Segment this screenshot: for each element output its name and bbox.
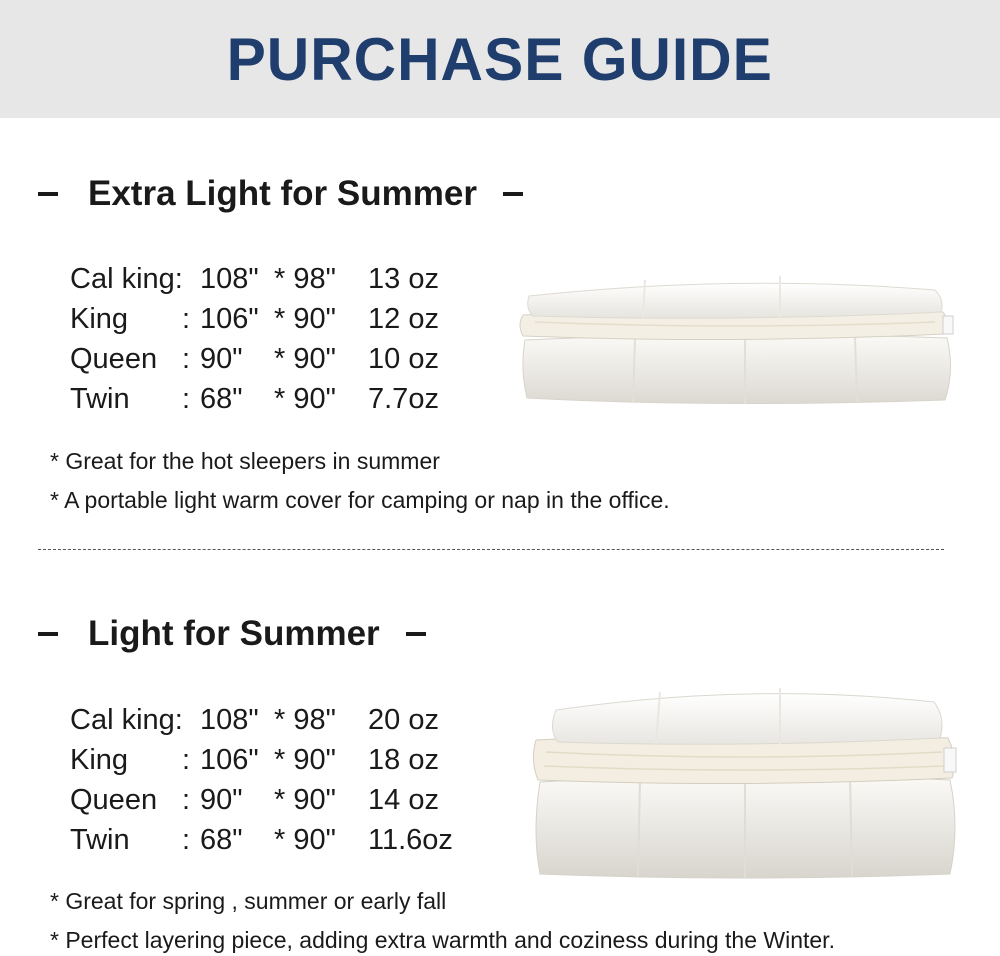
size-length: 108" [200,263,259,295]
size-width: * 90" [274,744,336,776]
header-banner [0,0,1000,118]
size-weight: 7.7oz [368,383,439,415]
size-colon [182,259,200,299]
dash-left [38,192,58,196]
size-name: Queen [70,784,158,816]
size-name: Queen [70,343,158,375]
size-width: * 90" [274,303,336,335]
note-layering: * Perfect layering piece, adding extra warmth and coziness during the Winter. [50,927,835,953]
size-colon: : [182,784,191,816]
size-name: King [70,744,129,776]
size-row [70,780,468,820]
size-name: Cal king: [70,704,183,736]
section-heading-text: Light for Summer [88,614,380,653]
size-weight: 10 oz [368,343,439,375]
size-name: Cal king: [70,263,183,295]
size-name: Twin [70,383,130,415]
size-row [70,339,468,379]
size-colon: : [182,303,191,335]
size-weight: 20 oz [368,704,439,736]
size-width: * 98" [274,704,336,736]
size-colon [182,700,200,740]
size-name: Twin [70,824,130,856]
section-heading-extra-light [38,174,523,214]
note-spring-summer: * Great for spring , summer or early fall [50,888,447,914]
size-colon: : [182,383,191,415]
dashed-divider [38,549,944,550]
page-title: PURCHASE GUIDE [226,25,774,93]
section-heading-text: Extra Light for Summer [88,174,477,213]
size-width: * 90" [274,784,336,816]
size-weight: 13 oz [368,263,439,295]
size-colon: : [182,744,191,776]
section-heading-light [38,614,426,654]
size-row [70,379,468,419]
size-weight: 18 oz [368,744,439,776]
size-row [70,259,468,299]
dash-right [406,632,426,636]
size-width: * 90" [274,343,336,375]
size-weight: 14 oz [368,784,439,816]
size-weight: 12 oz [368,303,439,335]
size-length: 68" [200,383,243,415]
size-row [70,700,468,740]
size-row [70,740,468,780]
size-width: * 90" [274,824,336,856]
size-length: 68" [200,824,243,856]
size-table-extra-light [70,259,468,419]
dash-right [503,192,523,196]
size-colon: : [182,824,191,856]
size-row [70,820,468,860]
size-length: 90" [200,343,243,375]
folded-comforter-thin-image [515,270,955,410]
size-length: 106" [200,303,259,335]
size-width: * 90" [274,383,336,415]
size-table-light [70,700,468,860]
size-length: 90" [200,784,243,816]
size-length: 108" [200,704,259,736]
size-width: * 98" [274,263,336,295]
size-colon: : [182,343,191,375]
size-length: 106" [200,744,259,776]
size-row [70,299,468,339]
note-portable: * A portable light warm cover for camping or nap in the office. [50,487,670,513]
folded-comforter-thick-image [530,682,960,882]
note-hot-sleepers: * Great for the hot sleepers in summer [50,448,440,474]
size-weight: 11.6oz [368,824,453,856]
size-name: King [70,303,129,335]
dash-left [38,632,58,636]
